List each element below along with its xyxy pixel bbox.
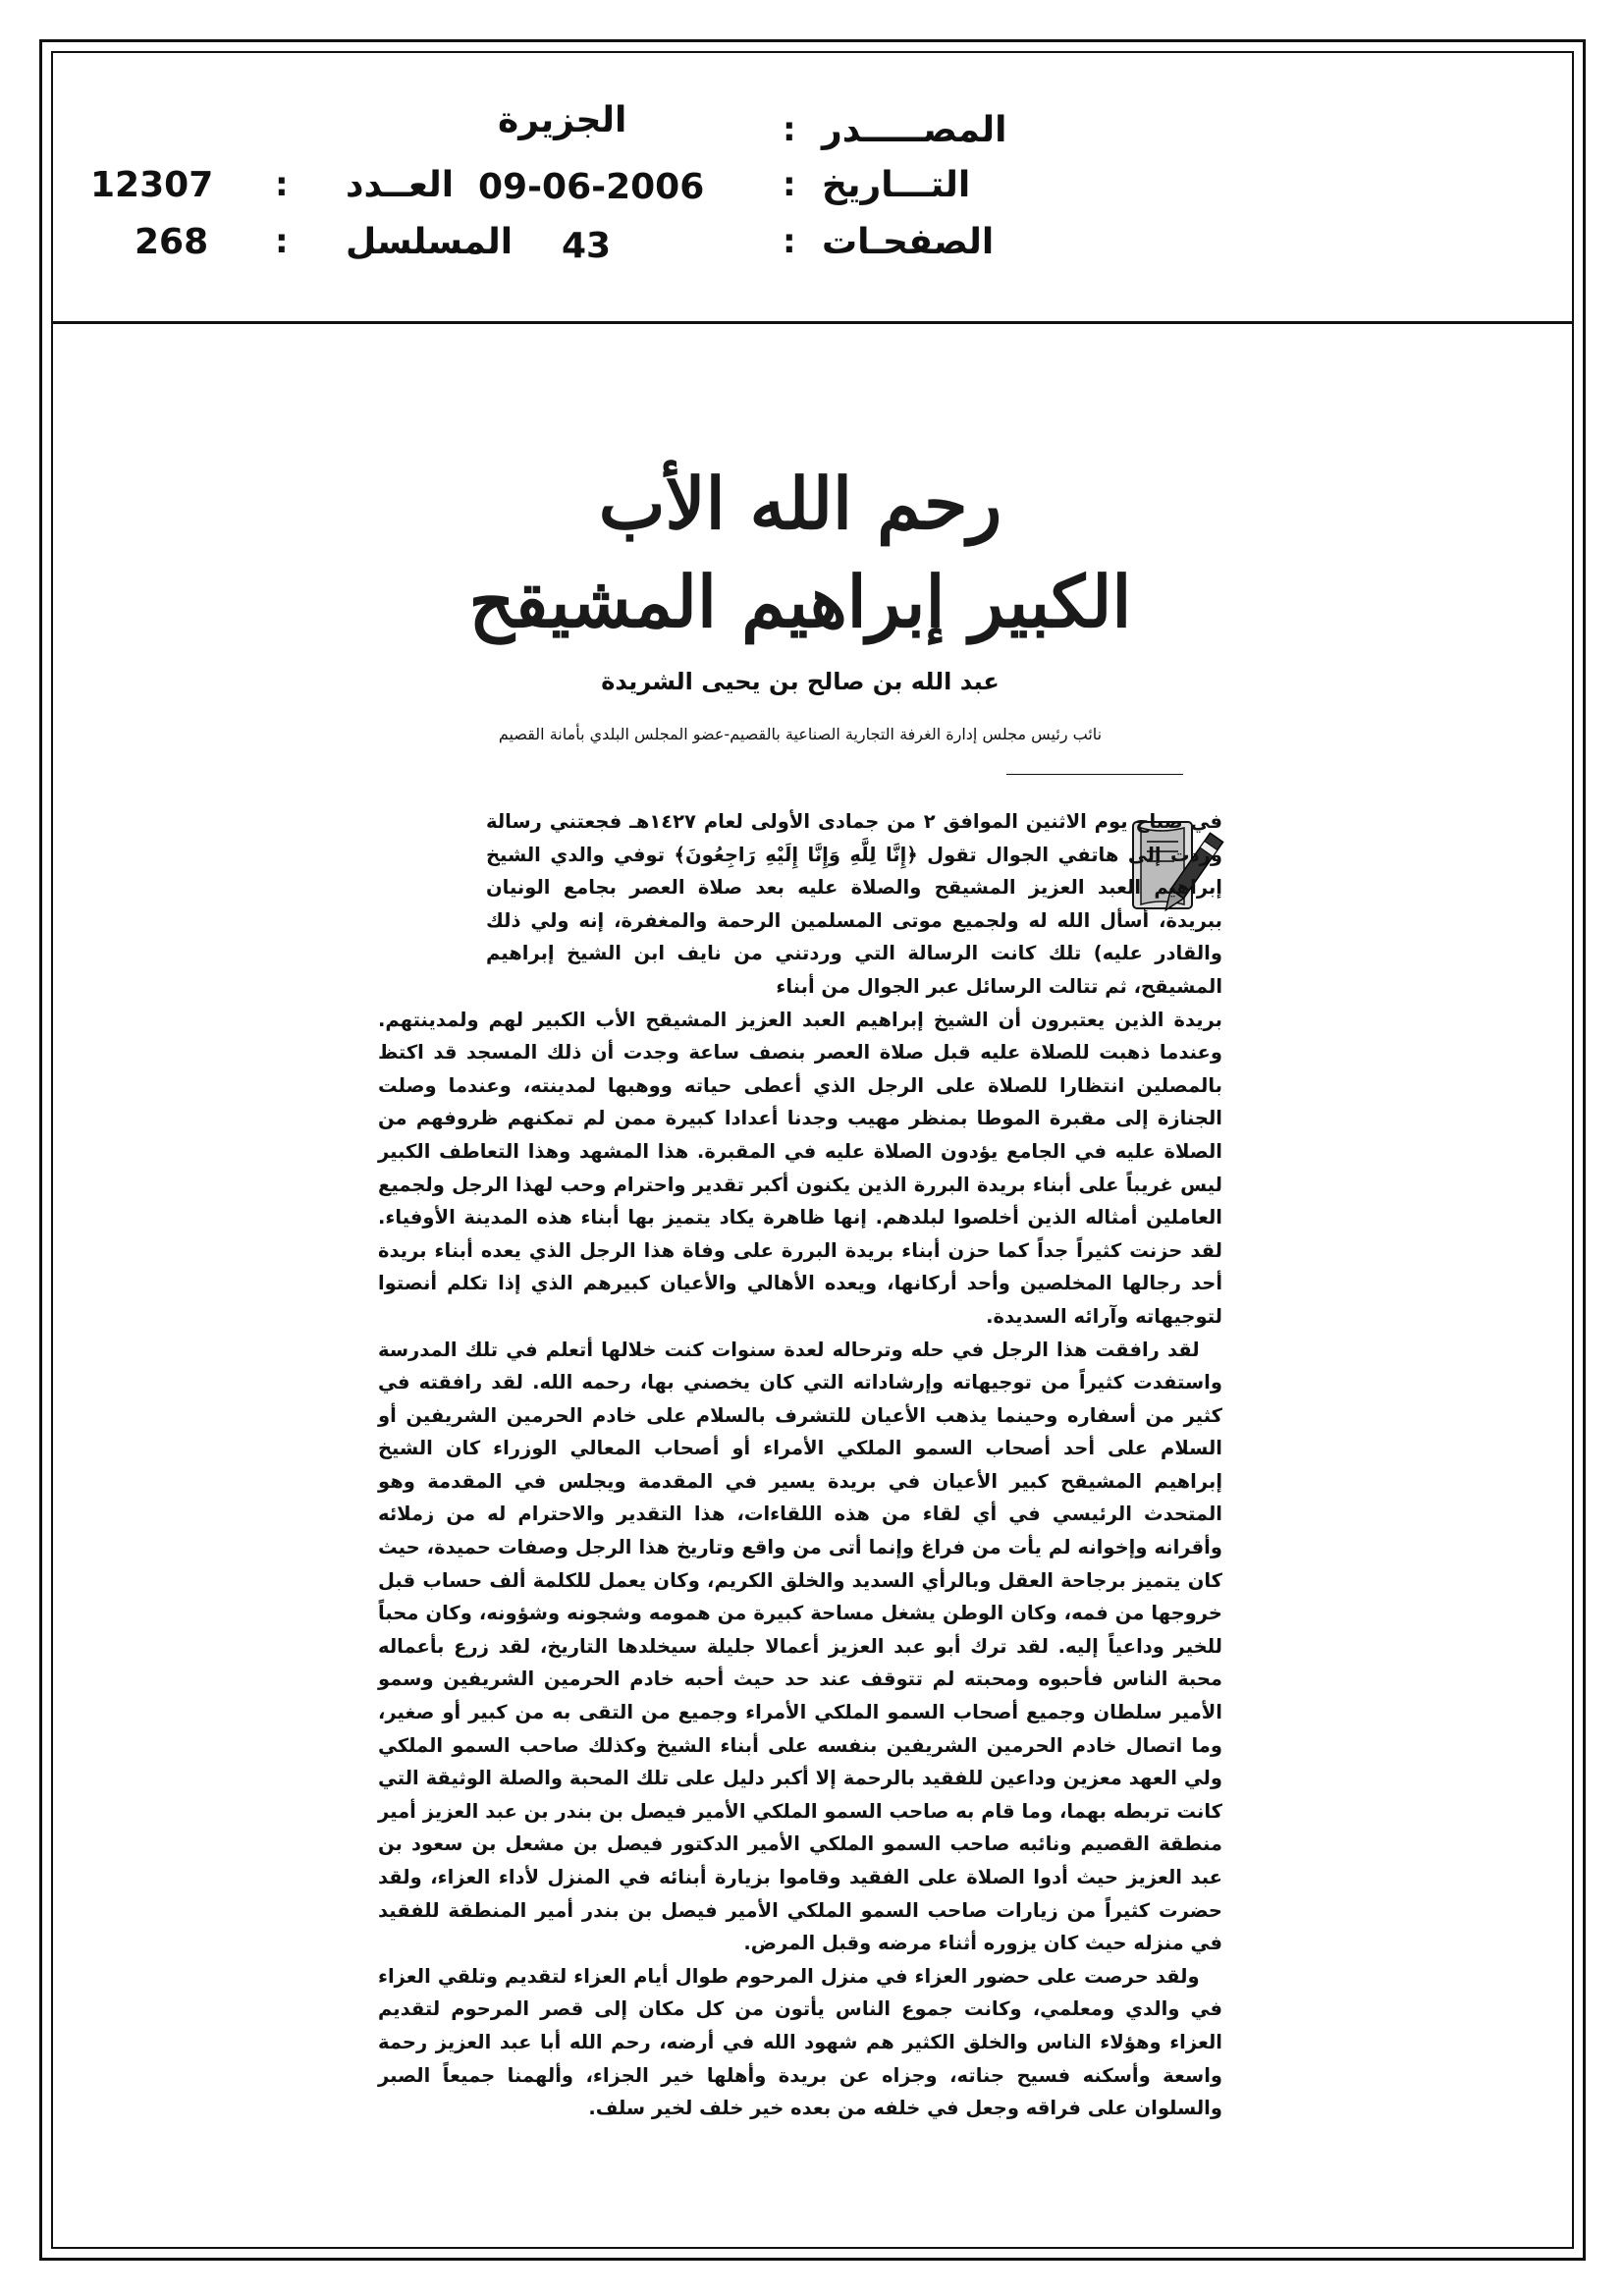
pages-colon: :: [783, 222, 796, 261]
article-paragraph-2: لقد رافقت هذا الرجل في حله وترحاله لعدة سنوات كنت خلالها أتعلم في تلك المدرسة واستفدت كثيراً من توجيهاته وإرشاداته التي كان يخصني بها، رحمه الله. لقد رافقته في كثير من أسفاره وحينما يذهب الأعيان للتشرف بالسلام على خادم الحرمين الشريفين أو السلام على أحد أصحاب السمو الملكي الأمراء أو أصحاب المعالي الوزراء كان الشيخ إبراهيم المشيقح كبير الأعيان في بريدة يسير في المقدمة ويجلس في المقدمة وهو المتحدث الرئيسي في أي لقاء من هذه اللقاءات، هذا التقدير والاحترام له من زملائه وأقرانه وإخوانه لم يأت من فراغ وإنما أتى من واقع وتاريخ هذا الرجل وصفات حميدة، حيث كان يتميز برجاحة العقل وبالرأي السديد والخلق الكريم، وكان يعمل للكلمة ألف حساب قبل خروجها من فمه، وكان الوطن يشغل مساحة كبيرة من همومه وشجونه وشؤونه، وكان محباً للخير وداعياً إليه. لقد ترك أبو عبد العزيز أعمالا جليلة سيخلدها التاريخ، لقد زرع بأعماله محبة الناس فأحبوه ومحبته لم تتوقف عند حد حيث أحبه خادم الحرمين الشريفين وسمو الأمير سلطان وجميع أصحاب السمو الملكي الأمراء وجميع من التقى به من كبير أو صغير، وما اتصال خادم الحرمين الشريفين بنفسه على أبناء الشيخ وكذلك صاحب السمو الملكي ولي العهد معزين وداعين للفقيد بالرحمة إلا أكبر دليل على تلك المحبة والصلة الوثيقة التي كانت تربطه بهما، وما قام به صاحب السمو الملكي الأمير فيصل بن بندر بن عبد العزيز أمير منطقة القصيم ونائبه صاحب السمو الملكي الأمير الدكتور فيصل بن مشعل بن سعود بن عبد العزيز حيث أدوا الصلاة على الفقيد وقاموا بزيارة أبنائه في المنزل لأداء العزاء، ولقد حضرت كثيراً من زيارات صاحب السمو الملكي الأمير فيصل بن بندر أمير المنطقة للفقيد في منزله حيث كان يزوره أثناء مرضه وقبل المرض.: [378, 1338, 1222, 1955]
article-body: [378, 805, 1222, 2125]
article-title-line-2: الكبير إبراهيم المشيقح: [468, 560, 1132, 643]
article-paragraph-1a: في صباح يوم الاثنين الموافق ٢ من جمادى الأولى لعام ١٤٢٧هـ فجعتني رسالة وردت إلى هاتفي الجوال تقول ﴿إِنَّا لِلَّهِ وَإِنَّا إِلَيْهِ رَاجِعُونَ﴾ توفي والدي الشيخ إبراهيم العبد العزيز المشيقح والصلاة عليه بعد صلاة العصر بجامع الونيان ببريدة، أسأل الله له ولجميع موتى المسلمين الرحمة والمغفرة، إنه ولي ذلك والقادر عليه) تلك كانت الرسالة التي وردتني من نايف ابن الشيخ إبراهيم المشيقح، ثم تتالت الرسائل عبر الجوال من أبناء: [486, 810, 1222, 998]
article-paragraph-1b: بريدة الذين يعتبرون أن الشيخ إبراهيم العبد العزيز المشيقح الأب الكبير لهم ولمدينتهم. وعندما ذهبت للصلاة عليه قبل صلاة العصر بنصف ساعة وجدت أن ذلك المسجد قد اكتظ بالمصلين انتظارا للصلاة على الرجل الذي أعطى حياته ووهبها لمدينته، وعندما وصلت الجنازة إلى مقبرة الموطا بمنظر مهيب وجدنا أعدادا كبيرة ممن لم تمكنهم ظروفهم من الصلاة عليه في الجامع يؤدون الصلاة عليه في المقبرة. هذا المشهد وهذا التعاطف الكبير ليس غريباً على أبناء بريدة البررة الذين يكنون أكبر تقدير واحترام وحب لهذا الرجل ولجميع العاملين أمثاله الذين أخلصوا لبلدهم. إنها ظاهرة يكاد يتميز بها أبناء هذه المدينة الأوفياء. لقد حزنت كثيراً جداً كما حزن أبناء بريدة البررة على وفاة هذا الرجل الذي يعده أبناء بريدة أحد رجالها المخلصين وأحد أركانها، ويعده الأهالي والأعيان كبيرهم الذي إذا تكلم أنصتوا لتوجيهاته وآرائه السديدة.: [378, 1008, 1222, 1328]
issue-value: 12307: [90, 165, 214, 205]
source-colon: :: [783, 110, 796, 149]
issue-colon: :: [275, 165, 289, 204]
clipping-header: [51, 51, 1574, 324]
divider-rule: [1006, 774, 1183, 775]
article-paragraph-3: ولقد حرصت على حضور العزاء في منزل المرحوم طوال أيام العزاء لتقديم وتلقي العزاء في والدي ومعلمي، وكانت جموع الناس يأتون من كل مكان إلى قصر المرحوم لتقديم العزاء وهؤلاء الناس والخلق الكثير هم شهود الله في أرضه، رحم الله أبا عبد العزيز رحمة واسعة وأسكنه فسيح جناته، وجزاه عن بريدة وأهلها خير الجزاء، وألهمنا جميعاً الصبر والسلوان على فراقه وجعل في خلفه من بعده خير خلف لخير سلف.: [378, 1964, 1222, 2120]
serial-label: المسلسل: [346, 222, 514, 262]
issue-label: العــدد: [346, 165, 455, 205]
article-author: عبد الله بن صالح بن يحيى الشريدة: [601, 668, 1000, 695]
date-colon: :: [783, 165, 796, 204]
source-label: المصـــــدر: [822, 110, 1007, 150]
date-label: التـــاريخ: [822, 165, 971, 205]
source-value: الجزيرة: [498, 100, 627, 140]
author-role: نائب رئيس مجلس إدارة الغرفة التجارية الصناعية بالقصيم-عضو المجلس البلدي بأمانة القصيم: [498, 725, 1103, 743]
date-value: 09-06-2006: [478, 167, 705, 207]
article-title-line-1: رحم الله الأب: [598, 462, 1002, 545]
serial-colon: :: [275, 222, 289, 261]
serial-value: 268: [135, 222, 209, 262]
pages-label: الصفحـات: [822, 222, 995, 262]
pages-value: 43: [562, 226, 612, 266]
